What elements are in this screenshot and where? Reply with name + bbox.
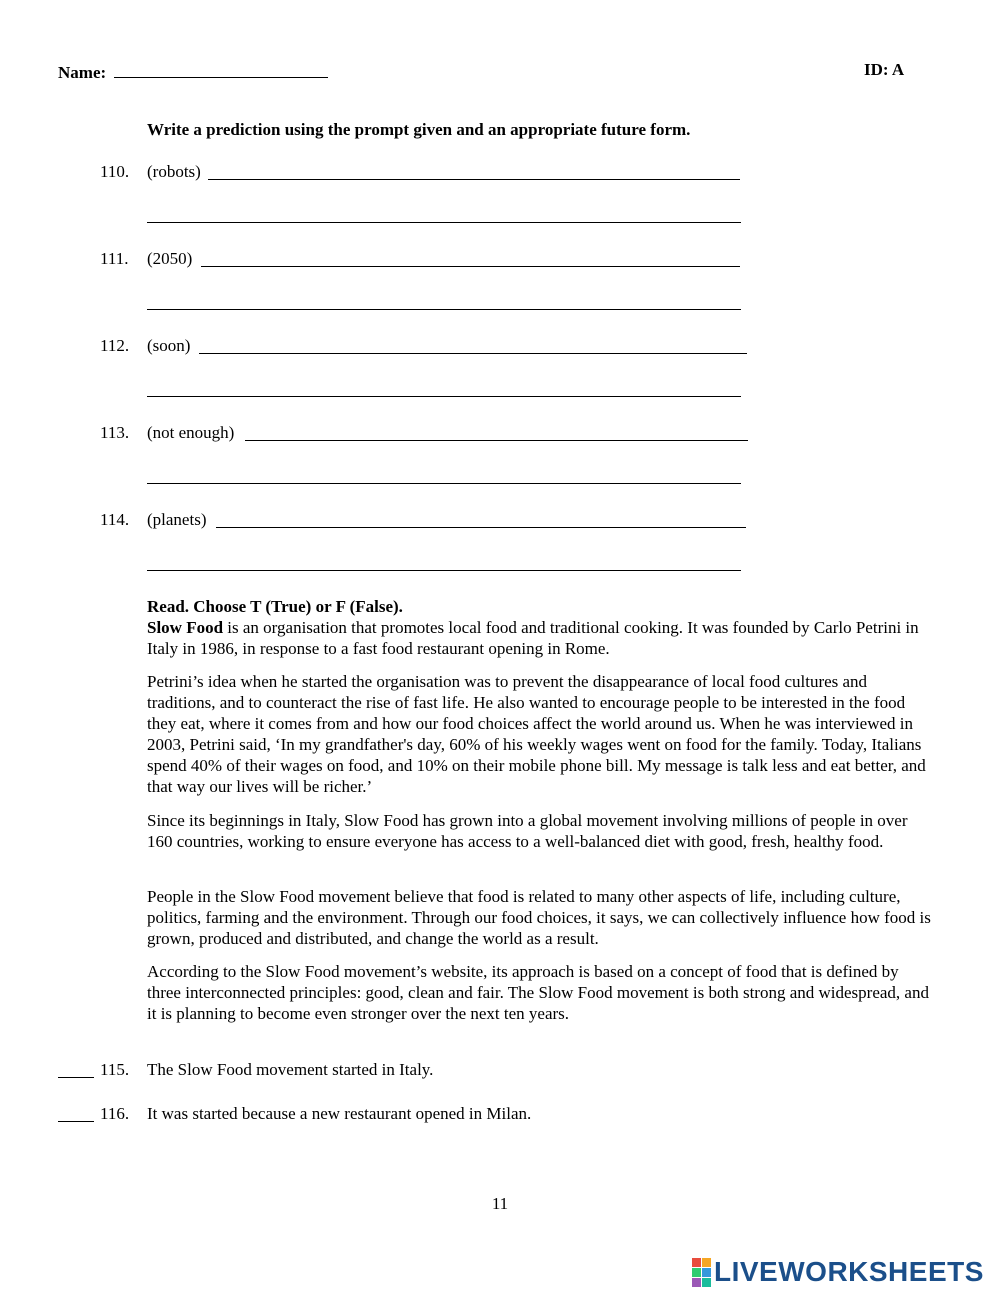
- answer-line[interactable]: [147, 309, 741, 310]
- name-label: Name:: [58, 63, 107, 82]
- name-field: [58, 60, 328, 83]
- question-prompt: (2050): [147, 249, 193, 268]
- question-number: 111.: [100, 249, 129, 268]
- answer-line[interactable]: [201, 266, 740, 267]
- answer-blank[interactable]: [58, 1121, 94, 1122]
- statement-number: 115.: [100, 1060, 130, 1079]
- statement-number: 116.: [100, 1104, 130, 1123]
- answer-line[interactable]: [147, 396, 741, 397]
- question-number: 112.: [100, 336, 130, 355]
- answer-line[interactable]: [199, 353, 747, 354]
- name-input-line[interactable]: [114, 60, 328, 78]
- reading-text: is an organisation that promotes local food and traditional cooking. It was founded by Carlo Petrini in Italy in 1986, in response to a fast food restaurant opening in Rome.: [147, 618, 919, 658]
- question-prompt: (robots): [147, 162, 201, 181]
- logo-blocks-icon: [692, 1258, 711, 1287]
- answer-line[interactable]: [245, 440, 748, 441]
- liveworksheets-logo: [692, 1256, 984, 1288]
- question-prompt: (not enough): [147, 423, 235, 442]
- id-field: [864, 60, 904, 80]
- answer-line[interactable]: [147, 570, 741, 571]
- reading-paragraph: Since its beginnings in Italy, Slow Food has grown into a global movement involving millions of people in over 160 countries, working to ensure everyone has access to a well-balanced diet with good, fresh, healthy food.: [147, 811, 908, 851]
- id-label: ID:: [864, 60, 889, 79]
- answer-blank[interactable]: [58, 1077, 94, 1078]
- reading-paragraph: According to the Slow Food movement’s website, its approach is based on a concept of food that is defined by three interconnected principles: good, clean and fair. The Slow Food movement is both strong and widespread, and it is planning to become even stronger over the next ten years.: [147, 962, 929, 1023]
- answer-line[interactable]: [208, 179, 740, 180]
- reading-paragraph: [147, 617, 932, 659]
- section1-instruction: Write a prediction using the prompt given and an appropriate future form.: [147, 120, 691, 139]
- id-value: A: [891, 60, 905, 79]
- answer-line[interactable]: [147, 222, 741, 223]
- question-prompt: (soon): [147, 336, 191, 355]
- statement-text: It was started because a new restaurant opened in Milan.: [147, 1104, 532, 1123]
- reading-paragraph: Petrini’s idea when he started the organisation was to prevent the disappearance of local food cultures and traditions, and to counteract the rise of fast life. He also wanted to encourage people to be interested in the food they eat, where it comes from and how our food choices affect the world around us. When he was interviewed in 2003, Petrini said, ‘In my grandfather's day, 60% of his weekly wages went on food for the family. Today, Italians spend 40% of their wages on food, and 10% on their mobile phone bill. My message is talk less and eat better, and that way our lives will be richer.’: [147, 672, 926, 796]
- answer-line[interactable]: [147, 483, 741, 484]
- question-number: 110.: [100, 162, 130, 181]
- page-number: 11: [491, 1194, 509, 1213]
- question-number: 114.: [100, 510, 130, 529]
- question-prompt: (planets): [147, 510, 207, 529]
- question-number: 113.: [100, 423, 130, 442]
- answer-line[interactable]: [216, 527, 746, 528]
- reading-term: Slow Food: [147, 618, 224, 637]
- reading-paragraph: People in the Slow Food movement believe that food is related to many other aspects of life, including culture, politics, farming and the environment. Through our food choices, it says, we can collectively influence how food is grown, produced and distributed, and change the world as a result.: [147, 887, 931, 948]
- section2-instruction: Read. Choose T (True) or F (False).: [147, 597, 403, 616]
- statement-text: The Slow Food movement started in Italy.: [147, 1060, 434, 1079]
- logo-text: LIVEWORKSHEETS: [714, 1256, 984, 1287]
